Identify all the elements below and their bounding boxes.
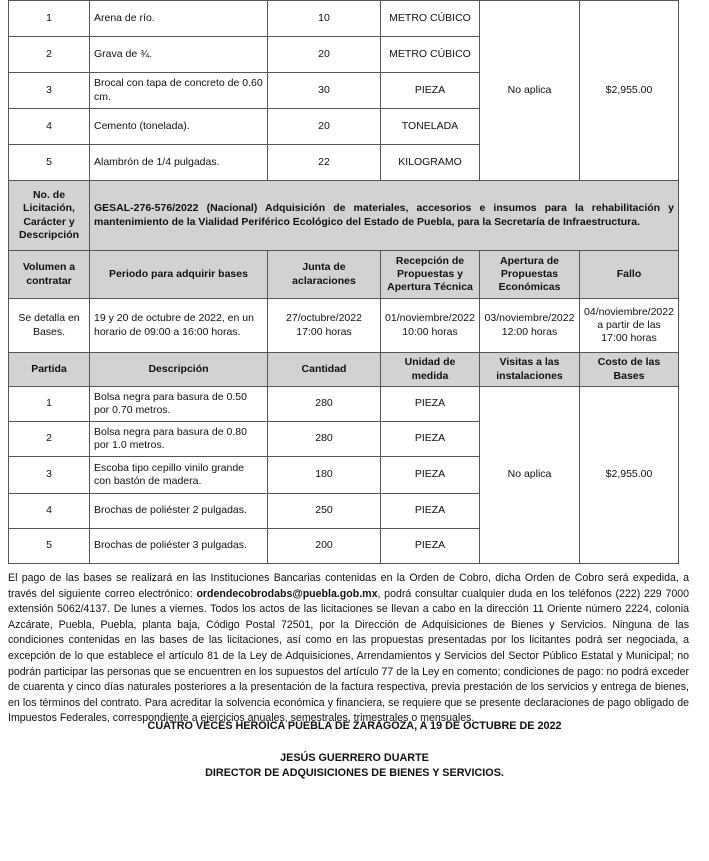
partida-cell: 3 <box>9 457 90 494</box>
header-cantidad: Cantidad <box>268 353 381 387</box>
unidad-cell: TONELADA <box>381 109 480 145</box>
descripcion-cell: Brochas de poliéster 2 pulgadas. <box>90 494 268 529</box>
cantidad-cell: 22 <box>268 145 381 181</box>
cantidad-cell: 180 <box>268 457 381 494</box>
cantidad-cell: 280 <box>268 387 381 422</box>
header-unidad: Unidad de medida <box>381 353 480 387</box>
schedule-header-row <box>9 251 679 299</box>
schedule-values-row <box>9 299 679 353</box>
header-costo: Costo de las Bases <box>580 353 679 387</box>
signer-name: JESÚS GUERRERO DUARTE <box>280 752 429 764</box>
costo-cell: $2,955.00 <box>580 387 679 564</box>
junta-value <box>268 299 381 353</box>
header-descripcion: Descripción <box>90 353 268 387</box>
partida-cell: 2 <box>9 37 90 73</box>
periodo-value: 19 y 20 de octubre de 2022, en un horario de 09:00 a 16:00 horas. <box>90 299 268 353</box>
recepcion-time: 10:00 horas <box>402 325 458 338</box>
apertura-date: 03/noviembre/2022 <box>484 312 575 325</box>
visitas-cell: No aplica <box>480 387 580 564</box>
fallo-date: 04/noviembre/2022 <box>584 305 674 318</box>
partida-cell: 5 <box>9 529 90 564</box>
unidad-cell: METRO CÚBICO <box>381 37 480 73</box>
apertura-value <box>480 299 580 353</box>
unidad-cell: PIEZA <box>381 422 480 457</box>
unidad-cell: PIEZA <box>381 457 480 494</box>
header-fallo: Fallo <box>580 251 679 299</box>
cantidad-cell: 10 <box>268 1 381 37</box>
unidad-cell: PIEZA <box>381 529 480 564</box>
partida-cell: 4 <box>9 494 90 529</box>
recepcion-date: 01/noviembre/2022 <box>385 312 475 325</box>
descripcion-cell: Alambrón de 1/4 pulgadas. <box>90 145 268 181</box>
place-date: CUATRO VECES HEROICA PUEBLA DE ZARAGOZA, A 19 DE OCTUBRE DE 2022 <box>147 720 562 732</box>
apertura-time: 12:00 horas <box>501 325 558 338</box>
header-periodo: Periodo para adquirir bases <box>90 251 268 299</box>
header-volumen: Volumen a contratar <box>9 251 90 299</box>
junta-time: 17:00 horas <box>296 325 352 338</box>
table-row <box>9 387 679 422</box>
unidad-cell: METRO CÚBICO <box>381 1 480 37</box>
descripcion-cell: Bolsa negra para basura de 0.50 por 0.70 metros. <box>90 387 268 422</box>
header-partida: Partida <box>9 353 90 387</box>
cantidad-cell: 20 <box>268 37 381 73</box>
item-header-row <box>9 353 679 387</box>
header-junta: Junta de aclaraciones <box>268 251 381 299</box>
descripcion-cell: Grava de ¾. <box>90 37 268 73</box>
licitacion-row <box>9 181 679 251</box>
partida-cell: 1 <box>9 387 90 422</box>
bid-table <box>8 0 679 564</box>
junta-date: 27/octubre/2022 <box>286 312 362 325</box>
licitacion-label: No. de Licitación, Carácter y Descripción <box>9 181 90 251</box>
costo-cell: $2,955.00 <box>580 1 679 181</box>
partida-cell: 3 <box>9 73 90 109</box>
descripcion-cell: Cemento (tonelada). <box>90 109 268 145</box>
cantidad-cell: 200 <box>268 529 381 564</box>
cantidad-cell: 280 <box>268 422 381 457</box>
visitas-cell: No aplica <box>480 1 580 181</box>
signer-title: DIRECTOR DE ADQUISICIONES DE BIENES Y SERVICIOS. <box>205 767 504 779</box>
paragraph-lead: El pago de las bases se realizará en las Instituciones Bancarias contenidas en la Orden de Cobro, dicha Orden de Cobro será expedida, a través del siguiente correo electrónico: <box>8 572 689 600</box>
cantidad-cell: 20 <box>268 109 381 145</box>
volumen-value: Se detalla en Bases. <box>9 299 90 353</box>
paragraph-rest: , podrá consultar cualquier duda en los teléfonos (222) 229 7000 extensión 5062/4137. De lunes a viernes. Todos los actos de las licitaciones se llevan a cabo en la dirección 11 Oriente número 2224, colonia Azcárate, Puebla, Puebla, planta baja, Código Postal 72501, por la Dirección de Adquisiciones de Bienes y Servicios. Ninguna de las condiciones contenidas en las bases de las licitaciones, así como en las propuestas presentadas por los licitantes podrá ser negociada, a excepción de lo que establece el artículo 81 de la Ley de Adquisiciones, Arrendamientos y Servicios del Sector Público Estatal y Municipal; no podrán participar las personas que se encuentren en los supuestos del artículo 77 de la Ley en comento; condiciones de pago: no podrá exceder de cuarenta y cinco días naturales posteriores a la presentación de la factura respectiva, previa prestación de los servicios y entrega de bienes, en los términos del contrato. Para acreditar la solvencia económica y financiera, se requiere que se presente declaraciones de pago obligado de Impuestos Federales, correspondiente a ejercicios anuales, semestrales, trimestrales o mensuales. <box>8 587 690 725</box>
cantidad-cell: 30 <box>268 73 381 109</box>
descripcion-cell: Bolsa negra para basura de 0.80 por 1.0 metros. <box>90 422 268 457</box>
cantidad-cell: 250 <box>268 494 381 529</box>
descripcion-cell: Arena de río. <box>90 1 268 37</box>
fallo-time: a partir de las 17:00 horas <box>597 318 661 345</box>
table-row <box>9 1 679 37</box>
descripcion-cell: Brocal con tapa de concreto de 0.60 cm. <box>90 73 268 109</box>
payment-paragraph <box>8 571 689 727</box>
descripcion-cell: Escoba tipo cepillo vinilo grande con bastón de madera. <box>90 457 268 494</box>
partida-cell: 2 <box>9 422 90 457</box>
header-visitas: Visitas a las instalaciones <box>480 353 580 387</box>
order-email: ordendecobrodabs@puebla.gob.mx <box>196 587 378 600</box>
licitacion-description: GESAL-276-576/2022 (Nacional) Adquisición de materiales, accesorios e insumos para la rehabilitación y mantenimiento de la Vialidad Periférico Ecológico del Estado de Puebla, para la Secretaría de Infraestructura. <box>90 181 679 251</box>
partida-cell: 4 <box>9 109 90 145</box>
partida-cell: 1 <box>9 1 90 37</box>
unidad-cell: PIEZA <box>381 387 480 422</box>
header-recepcion: Recepción de Propuestas y Apertura Técnica <box>381 251 480 299</box>
recepcion-value <box>381 299 480 353</box>
header-apertura: Apertura de Propuestas Económicas <box>480 251 580 299</box>
unidad-cell: PIEZA <box>381 73 480 109</box>
partida-cell: 5 <box>9 145 90 181</box>
fallo-value <box>580 299 679 353</box>
descripcion-cell: Brochas de poliéster 3 pulgadas. <box>90 529 268 564</box>
unidad-cell: PIEZA <box>381 494 480 529</box>
unidad-cell: KILOGRAMO <box>381 145 480 181</box>
